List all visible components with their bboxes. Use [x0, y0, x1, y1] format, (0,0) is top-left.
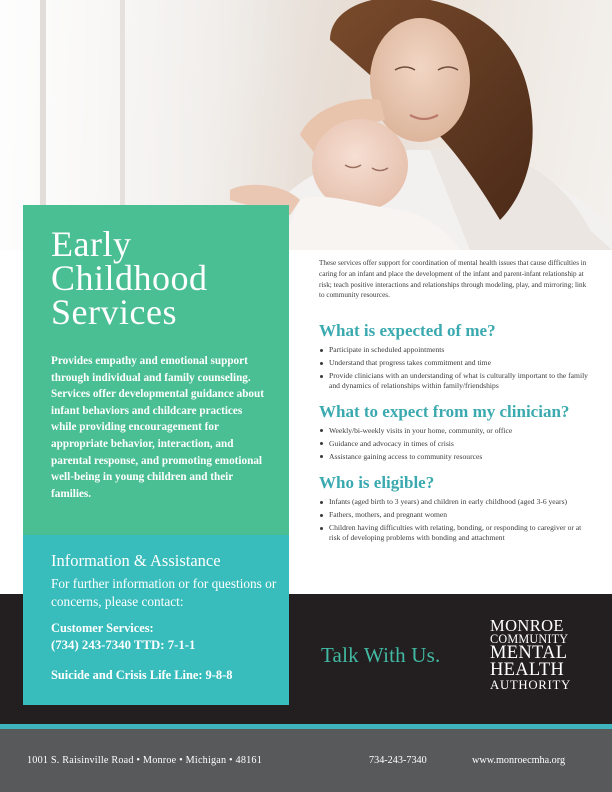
services-details	[319, 258, 589, 546]
logo-line-monroe: MONROE	[490, 616, 564, 635]
list-item: Understand that progress takes commitment and time	[319, 358, 589, 368]
list-item: Infants (aged birth to 3 years) and children in early childhood (aged 3-6 years)	[319, 497, 589, 507]
list-item: Participate in scheduled appointments	[319, 345, 589, 355]
footer-address: 1001 S. Raisinville Road • Monroe • Michigan • 48161	[27, 755, 263, 766]
monroe-cmh-logo	[490, 618, 580, 692]
crisis-line[interactable]: Suicide and Crisis Life Line: 9-8-8	[51, 668, 233, 682]
list-item: Weekly/bi-weekly visits in your home, community, or office	[319, 426, 589, 436]
title-line-early: Early	[51, 224, 132, 264]
info-panel	[23, 535, 289, 705]
logo-line-community: COMMUNITY	[490, 632, 569, 646]
intro-paragraph: Provides empathy and emotional support through individual and family counseling. Services offer developmental guidance about infant behaviors and childcare practices while providing encouragement for appropriate behavior, interaction, and parental response, and promoting emotional well-being in young children and their families.	[51, 355, 264, 500]
footer-phone[interactable]: 734-243-7340	[369, 755, 427, 766]
list-item: Assistance gaining access to community resources	[319, 452, 589, 462]
section-title-clinician: What to expect from my clinician?	[319, 401, 570, 421]
footer-website-link[interactable]: www.monroecmha.org	[472, 755, 566, 766]
info-body: For further information or for questions or concerns, please contact:	[51, 576, 277, 609]
talk-with-us-tagline: Talk With Us.	[321, 643, 441, 667]
footer	[0, 729, 612, 792]
eligible-list	[319, 497, 589, 543]
list-item: Guidance and advocacy in times of crisis	[319, 439, 589, 449]
info-heading: Information & Assistance	[51, 551, 221, 570]
list-item: Fathers, mothers, and pregnant women	[319, 510, 589, 520]
section-title-eligible: Who is eligible?	[319, 472, 435, 492]
title-line-services: Services	[51, 292, 177, 332]
clinician-list	[319, 426, 589, 462]
customer-services-phone[interactable]: (734) 243-7340 TTD: 7-1-1	[51, 637, 196, 652]
list-item: Provide clinicians with an understanding of what is culturally important to the family and dynamics of relationships within family/friendships	[319, 371, 589, 391]
list-item: Children having difficulties with relating, bonding, or responding to caregiver or at risk of developing problems with bonding and attachment	[319, 523, 589, 543]
customer-services-label: Customer Services:	[51, 621, 154, 635]
title-line-childhood: Childhood	[51, 258, 208, 298]
title-panel	[23, 205, 289, 535]
expected-list	[319, 345, 589, 391]
logo-line-health: HEALTH	[490, 660, 565, 680]
lead-paragraph: These services offer support for coordination of mental health issues that cause difficulties in caring for an infant and place the development of the infant and parent-infant relationship at risk; teach positive interactions and relationships through modeling, play, and mirroring; link to community resources.	[319, 259, 587, 300]
logo-line-mental: MENTAL	[490, 643, 568, 663]
section-title-expected: What is expected of me?	[319, 321, 496, 341]
page-title	[51, 224, 271, 332]
logo-line-authority: AUTHORITY	[490, 678, 571, 692]
